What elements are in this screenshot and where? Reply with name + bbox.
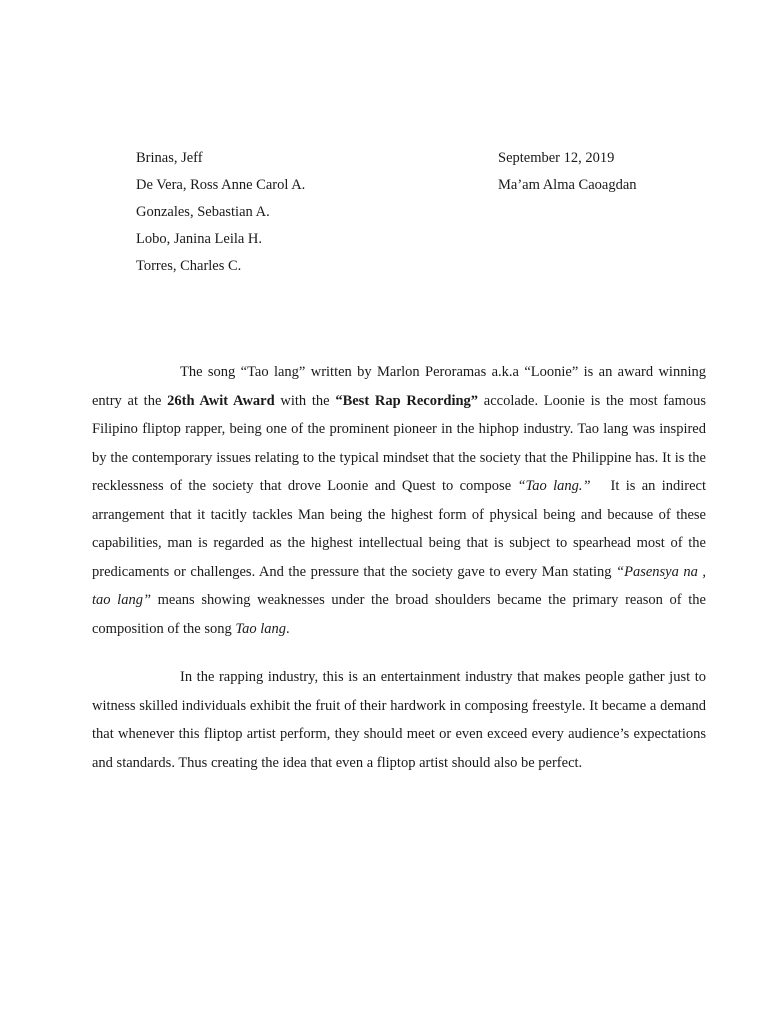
- essay-body: [92, 358, 706, 777]
- text-span: accolade. Loonie is the most famous Filipino fliptop rapper, being one of the prominent pioneer in the hiphop industry. Tao lang was inspired by the contemporary issues relating to the typical mindset that the society that the Philippine has. It is the recklessness of the society that drove Loonie and Quest to compose: [92, 392, 706, 494]
- text-span: The song “Tao lang” written by Marlon Peroramas a.k.a “Loonie” is an award winning entry at the: [92, 364, 706, 409]
- song-title-quote: “Tao lang.”: [517, 478, 591, 494]
- song-title: Tao lang: [235, 620, 287, 637]
- document-date: September 12, 2019: [498, 150, 615, 166]
- text-span: It is an indirect arrangement that it tacitly tackles Man being the highest form of physical being and because of these capabilities, man is regarded as the highest intellectual being that is subject to spearhead most of the predicaments or challenges. And the pressure that the society gave to every Man stating: [92, 478, 707, 580]
- accolade-name: “Best Rap Recording”: [335, 392, 479, 409]
- teacher-name: Ma’am Alma Caoagdan: [498, 177, 637, 193]
- text-span: with the: [274, 392, 336, 409]
- quote-phrase: “Pasensya na , tao lang”: [92, 563, 706, 608]
- paragraph-1: [92, 358, 706, 643]
- header-meta: [498, 145, 637, 199]
- author-name: Torres, Charles C.: [136, 258, 242, 274]
- award-name: 26th Awit Award: [167, 392, 275, 409]
- paragraph-2: [92, 663, 706, 777]
- text-span: .: [286, 620, 290, 637]
- text-span: means showing weaknesses under the broad shoulders became the primary reason of the composition of the song: [92, 592, 706, 637]
- author-name: De Vera, Ross Anne Carol A.: [136, 177, 306, 193]
- paragraph-2-text: In the rapping industry, this is an entertainment industry that makes people gather just to witness skilled individuals exhibit the fruit of their hardwork in composing freestyle. It became a demand that whenever this fliptop artist perform, they should meet or even exceed every audience’s expectations and standards. Thus creating the idea that even a fliptop artist should also be perfect.: [92, 669, 706, 771]
- author-name: Gonzales, Sebastian A.: [136, 204, 270, 220]
- author-list: [136, 145, 305, 280]
- author-name: Lobo, Janina Leila H.: [136, 231, 263, 247]
- author-name: Brinas, Jeff: [136, 150, 203, 166]
